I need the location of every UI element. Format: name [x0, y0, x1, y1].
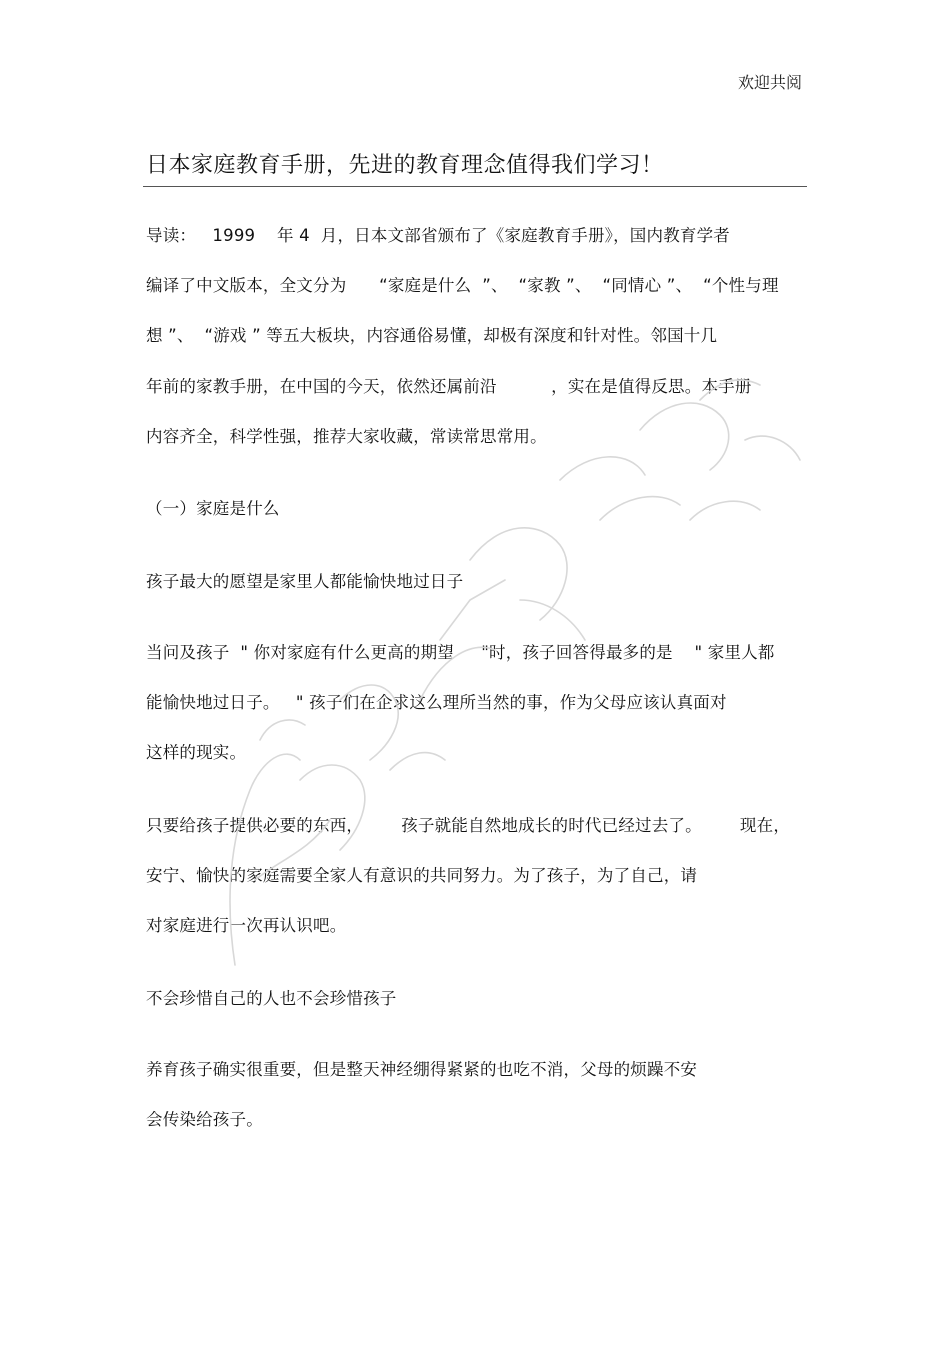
section-heading: （一）家庭是什么 — [146, 499, 280, 518]
intro-line-4: 年前的家教手册，在中国的今天，依然还属前沿 ，实在是值得反思。本手册 — [146, 377, 752, 396]
paragraph-2-line-1: 只要给孩子提供必要的东西， 孩子就能自然地成长的时代已经过去了。 现在， — [146, 816, 791, 835]
paragraph-1-line-2: 能愉快地过日子。 " 孩子们在企求这么理所当然的事，作为父母应该认真面对 — [146, 693, 727, 712]
subheading-2: 不会珍惜自己的人也不会珍惜孩子 — [146, 989, 397, 1008]
paragraph-3-line-2: 会传染给孩子。 — [146, 1110, 263, 1129]
paragraph-2-line-2: 安宁、愉快的家庭需要全家人有意识的共同努力。为了孩子，为了自己，请 — [146, 866, 698, 885]
paragraph-1-line-3: 这样的现实。 — [146, 743, 247, 762]
intro-line-2: 编译了中文版本，全文分为 “家庭是什么 ”、 “家教 ”、 “同情心 ”、 “个性与理 — [146, 276, 779, 295]
intro-line-5: 内容齐全，科学性强，推荐大家收藏，常读常思常用。 — [146, 427, 547, 446]
header-note: 欢迎共阅 — [737, 73, 802, 92]
paragraph-1-line-1: 当问及孩子 " 你对家庭有什么更高的期望 "时，孩子回答得最多的是 " 家里人都 — [146, 643, 775, 662]
intro-line-1: 导读： 1999 年 4 月，日本文部省颁布了《家庭教育手册》，国内教育学者 — [146, 226, 730, 245]
paragraph-2-line-3: 对家庭进行一次再认识吧。 — [146, 916, 347, 935]
title-divider — [143, 186, 807, 187]
paragraph-3-line-1: 养育孩子确实很重要，但是整天神经绷得紧紧的也吃不消，父母的烦躁不安 — [146, 1060, 698, 1079]
subheading-1: 孩子最大的愿望是家里人都能愉快地过日子 — [146, 572, 464, 591]
document-title: 日本家庭教育手册，先进的教育理念值得我们学习！ — [146, 153, 664, 178]
intro-line-3: 想 ”、 “游戏 ” 等五大板块，内容通俗易懂，却极有深度和针对性。邻国十几 — [146, 326, 718, 345]
